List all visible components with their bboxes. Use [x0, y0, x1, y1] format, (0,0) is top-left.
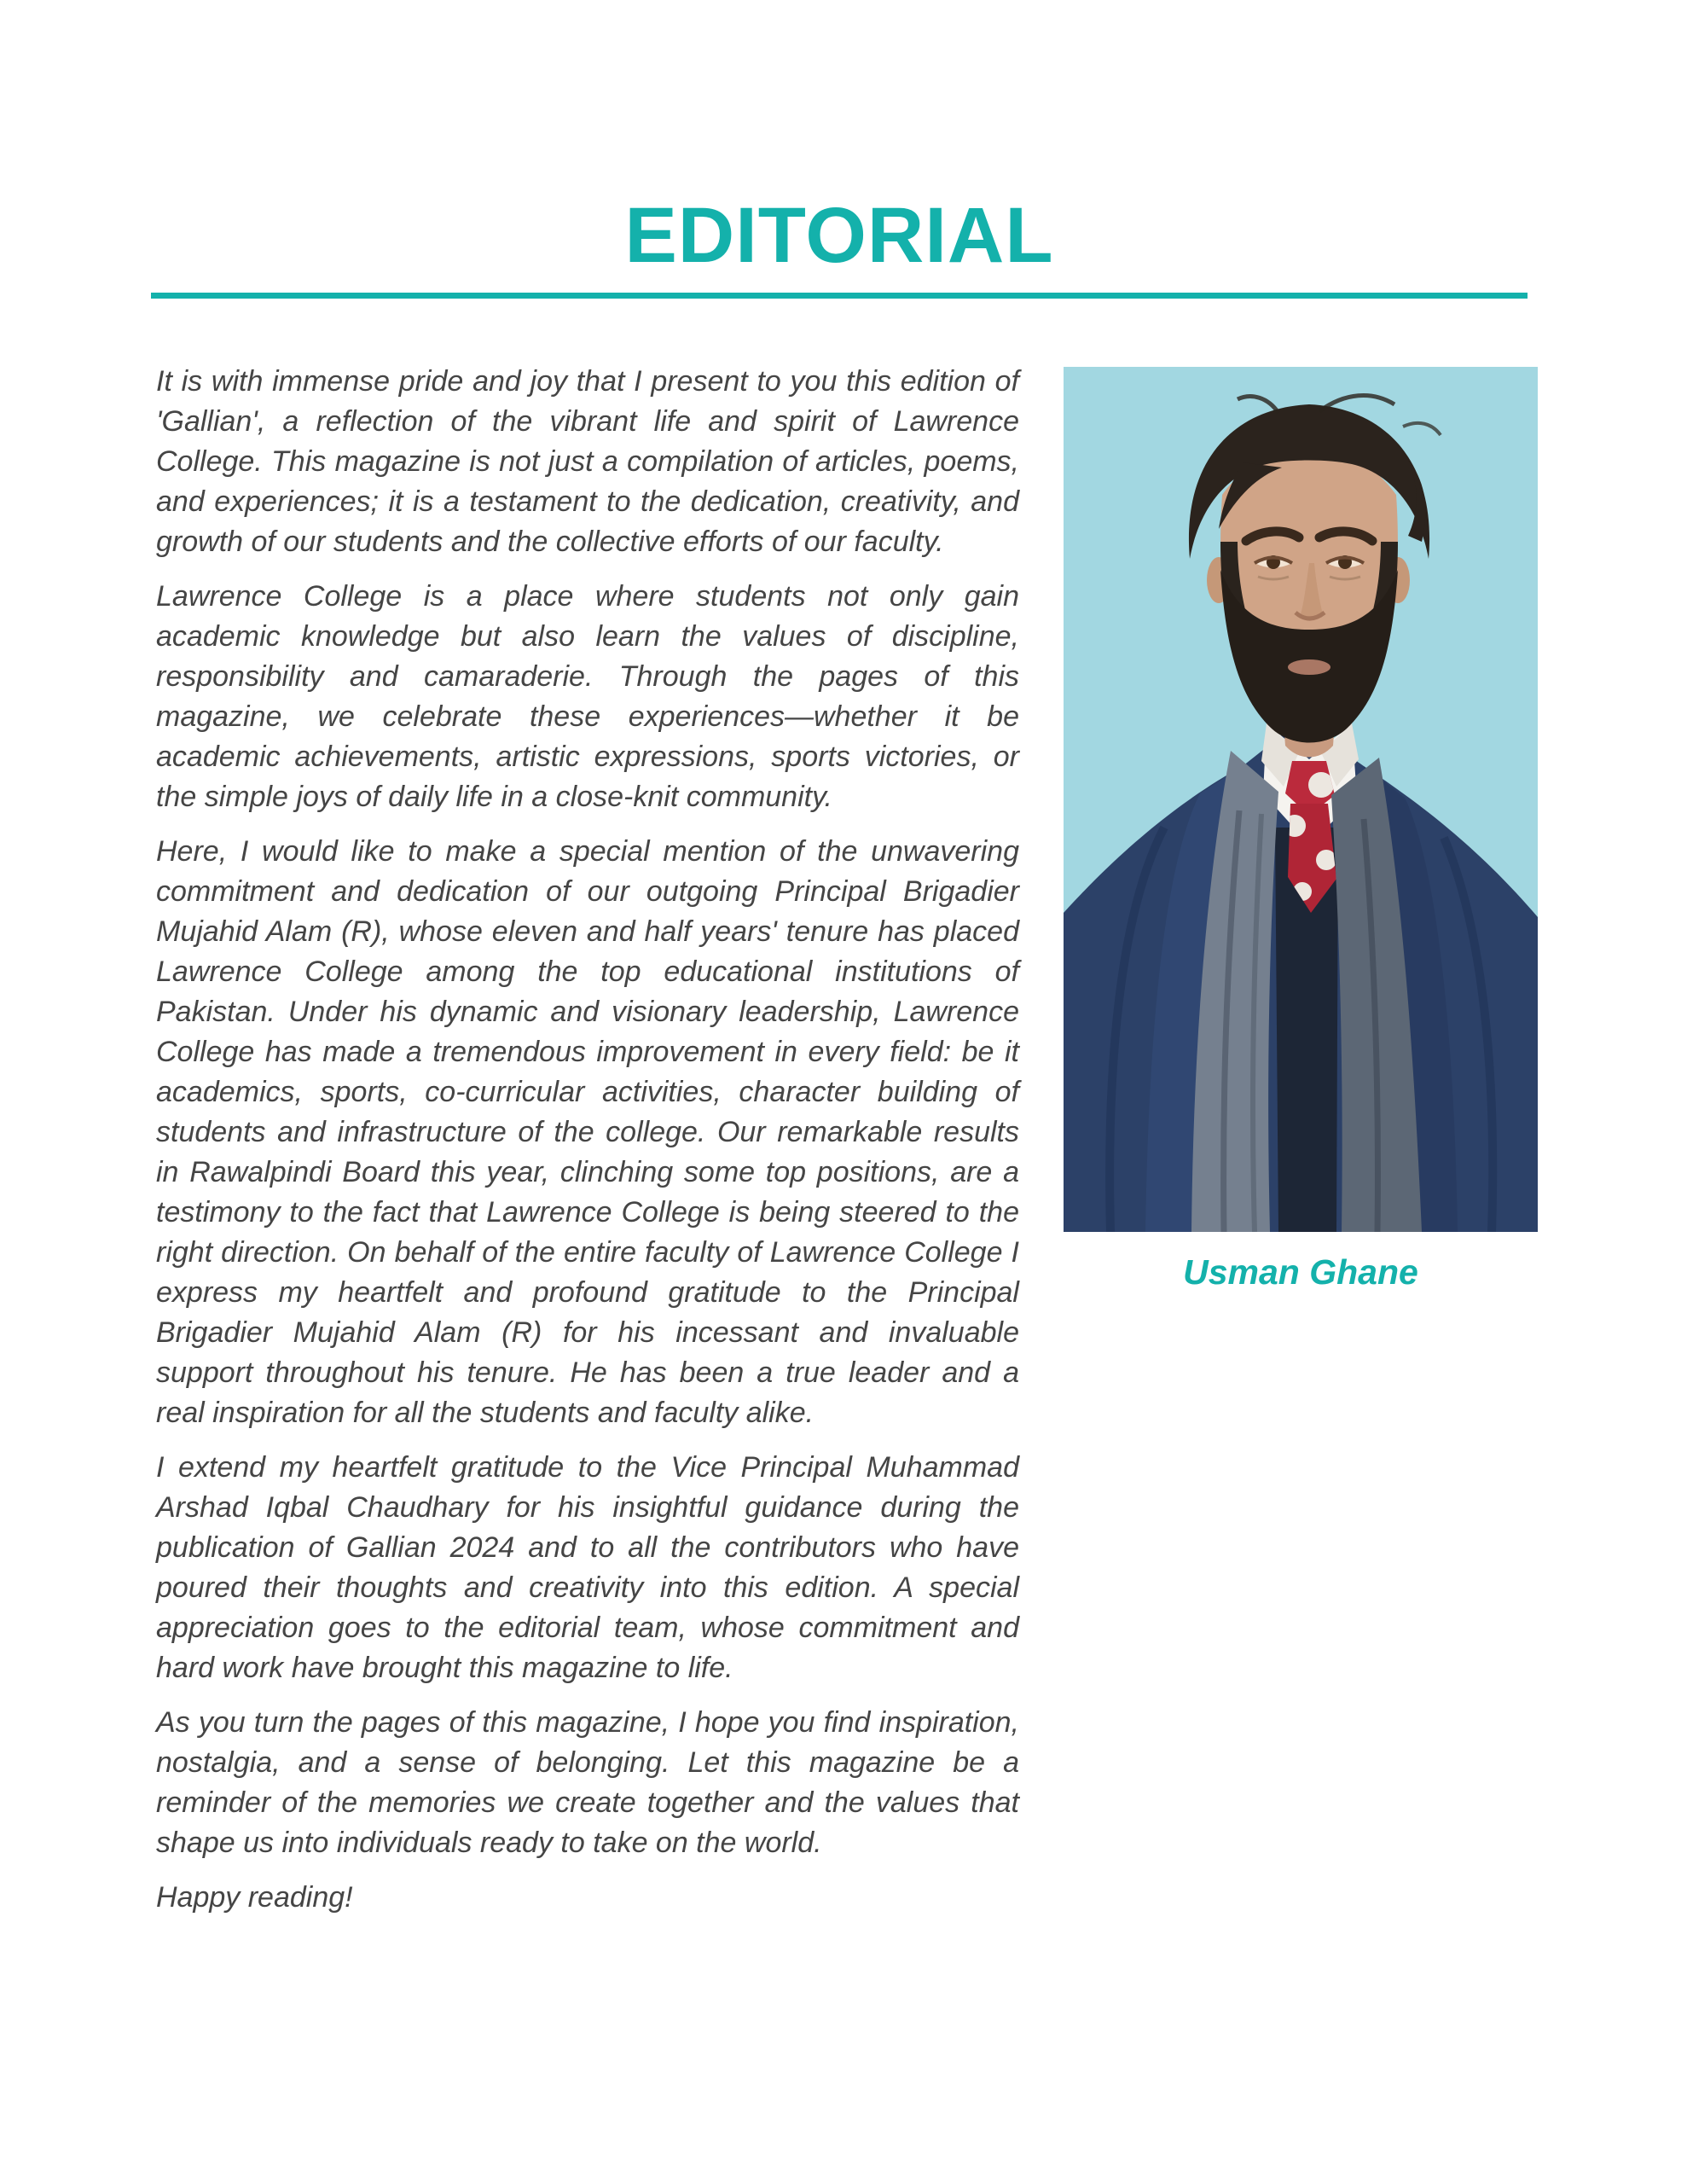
editorial-paragraph: Happy reading!	[156, 1881, 353, 1914]
principal-photo	[1064, 367, 1538, 1232]
editorial-body	[156, 362, 1019, 1932]
editorial-paragraph: As you turn the pages of this magazine, I hope you find inspiration, nostalgia, and a sense of belonging. Let this magazine be a reminder of the memories we create together and the values that shape us into individuals ready to take on the world.	[156, 1706, 1019, 1859]
editorial-paragraph: It is with immense pride and joy that I present to you this edition of 'Gallian', a reflection of the vibrant life and spirit of Lawrence College. This magazine is not just a compilation of articles, poems, and experiences; it is a testament to the dedication, creativity, and growth of our students and the collective efforts of our faculty.	[156, 365, 1019, 558]
editorial-paragraph: Lawrence College is a place where students not only gain academic knowledge but also learn the values of discipline, responsibility and camaraderie. Through the pages of this magazine, we celebrate these experiences—whether it be academic achievements, artistic expressions, sports victories, or the simple joys of daily life in a close-knit community.	[156, 580, 1019, 813]
page-title: EDITORIAL	[624, 192, 1054, 279]
editorial-paragraph: Here, I would like to make a special mention of the unwavering commitment and dedication of our outgoing Principal Brigadier Mujahid Alam (R), whose eleven and half years' tenure has placed Lawrence College among the top educational institutions of Pakistan. Under his dynamic and visionary leadership, Lawrence College has made a tremendous improvement in every field: be it academics, sports, co-curricular activities, character building of students and infrastructure of the college. Our remarkable results in Rawalpindi Board this year, clinching some top positions, are a testimony to the fact that Lawrence College is being steered to the right direction. On behalf of the entire faculty of Lawrence College I express my heartfelt and profound gratitude to the Principal Brigadier Mujahid Alam (R) for his incessant and invaluable support throughout his tenure. He has been a true leader and a real inspiration for all the students and faculty alike.	[156, 835, 1019, 1429]
title-divider	[151, 293, 1528, 299]
portrait-photo	[1064, 367, 1538, 1232]
photo-caption: Usman Ghane	[1183, 1252, 1418, 1292]
editorial-paragraph: I extend my heartfelt gratitude to the Vice Principal Muhammad Arshad Iqbal Chaudhary for his insightful guidance during the publication of Gallian 2024 and to all the contributors who have poured their thoughts and creativity into this edition. A special appreciation goes to the editorial team, whose commitment and hard work have brought this magazine to life.	[156, 1451, 1019, 1684]
